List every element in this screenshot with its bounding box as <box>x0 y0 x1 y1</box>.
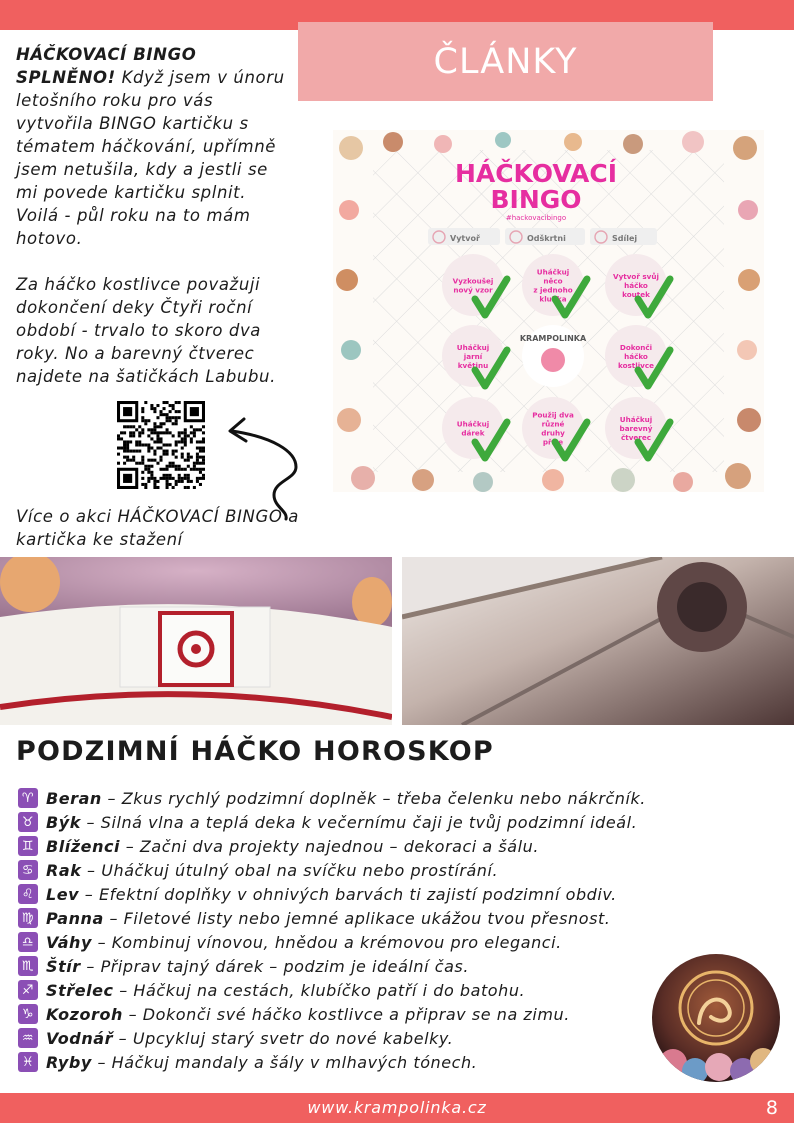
bingo-cell-text: dárek <box>461 428 485 438</box>
zodiac-sign-icon: ♈ <box>18 788 38 808</box>
page-number: 8 <box>765 1097 778 1119</box>
bingo-cell-text: příze <box>542 437 564 447</box>
horoscope-item <box>18 930 646 954</box>
footer-website-link[interactable]: www.krampolinka.cz <box>307 1098 487 1117</box>
intro-paragraph-1 <box>16 43 286 250</box>
horoscope-item <box>18 954 646 978</box>
bingo-cell-text: háčko <box>624 281 648 290</box>
bingo-card-image <box>333 130 764 492</box>
horoscope-item <box>18 810 646 834</box>
horoscope-sign-name: Lev <box>46 884 80 904</box>
horoscope-sign-name: Váhy <box>46 932 92 952</box>
bingo-cell-text: druhy <box>541 428 565 438</box>
horoscope-sign-name: Kozoroh <box>46 1004 123 1024</box>
zodiac-sign-icon: ♎ <box>18 932 38 952</box>
horoscope-item <box>18 834 646 858</box>
bingo-cell-text: koutek <box>622 290 650 299</box>
horoscope-sign-name: Ryby <box>46 1052 92 1072</box>
zodiac-sign-icon: ♌ <box>18 884 38 904</box>
horoscope-list <box>18 786 646 1074</box>
intro-p1-rest: Když jsem v únoru letošního roku pro vás vytvořila BINGO kartičku s tématem háčkování, upřímně jsem netušila, kdy a jestli se mi povede kartičku splnit. Voilá - půl roku na to mám hotovo. <box>16 68 285 248</box>
horoscope-sign-name: Štír <box>46 956 81 976</box>
bingo-more-link-text[interactable]: Více o akci HÁČKOVACÍ BINGO a kartička ke stažení <box>16 507 299 549</box>
horoscope-advice: – Uháčkuj útulný obal na svíčku nebo prostírání. <box>81 860 499 880</box>
bingo-step-check: Odškrtni <box>527 234 566 243</box>
horoscope-sign-name: Rak <box>46 860 82 880</box>
zodiac-sign-icon: ♏ <box>18 956 38 976</box>
horoscope-sign-name: Střelec <box>46 980 114 1000</box>
horoscope-item <box>18 906 646 930</box>
horoscope-item <box>18 786 646 810</box>
bingo-cell-text: nový vzor <box>453 285 493 295</box>
bingo-cell-text: klubka <box>539 294 567 304</box>
bingo-steps <box>428 228 657 245</box>
horoscope-sign-name: Blíženci <box>46 836 121 856</box>
zodiac-sign-icon: ♓ <box>18 1052 38 1072</box>
bingo-step-create: Vytvoř <box>450 234 480 243</box>
intro-bold-lead: HÁČKOVACÍ BINGO SPLNĚNO! <box>16 45 197 87</box>
bingo-cell-text: květinu <box>457 361 489 370</box>
bingo-cell-text: KRAMPOLINKA <box>519 334 587 343</box>
bingo-cell-text: kostlivce <box>618 361 654 370</box>
bingo-cell-text: z jednoho <box>533 285 573 295</box>
bingo-step-share: Sdílej <box>612 234 638 243</box>
horoscope-sign-name: Panna <box>46 908 104 928</box>
horoscope-item <box>18 1050 646 1074</box>
zodiac-sign-icon: ♍ <box>18 908 38 928</box>
horoscope-advice: – Háčkuj na cestách, klubíčko patří i do batohu. <box>113 980 526 1000</box>
horoscope-sign-name: Býk <box>46 812 81 832</box>
horoscope-advice: – Kombinuj vínovou, hnědou a krémovou pro eleganci. <box>91 932 562 952</box>
bingo-cell-text: Uháčkuj <box>456 419 490 429</box>
horoscope-advice: – Připrav tajný dárek – podzim je ideální čas. <box>80 956 469 976</box>
zodiac-sign-icon: ♊ <box>18 836 38 856</box>
labubu-crochet-photo <box>0 557 392 725</box>
horoscope-advice: – Dokonči své háčko kostlivce a připrav se na zimu. <box>122 1004 570 1024</box>
horoscope-sign-name: Beran <box>46 788 102 808</box>
horoscope-advice: – Háčkuj mandaly a šály v mlhavých tónech. <box>91 1052 478 1072</box>
bingo-cell-text: Dokonči <box>619 343 653 352</box>
bingo-hashtag: #hackovacibingo <box>505 214 567 222</box>
zodiac-sign-icon: ♉ <box>18 812 38 832</box>
horoscope-title: PODZIMNÍ HÁČKO HOROSKOP <box>16 736 494 767</box>
horoscope-item <box>18 978 646 1002</box>
section-title: ČLÁNKY <box>298 22 713 101</box>
intro-paragraph-2: Za háčko kostlivce považuji dokončení deky Čtyři roční období - trvalo to skoro dva roky. No a barevný čtverec najdete na šatičkách Labubu. <box>16 275 276 386</box>
blanket-photo <box>402 557 794 725</box>
horoscope-advice: – Upcykluj starý svetr do nové kabelky. <box>113 1028 454 1048</box>
zodiac-sign-icon: ♑ <box>18 1004 38 1024</box>
bingo-cell-text: Vyzkoušej <box>452 276 494 286</box>
bingo-cell-text: jarní <box>463 352 483 361</box>
zodiac-sign-icon: ♒ <box>18 1028 38 1048</box>
zodiac-sign-icon: ♐ <box>18 980 38 1000</box>
qr-code[interactable] <box>117 401 205 489</box>
horoscope-advice: – Silná vlna a teplá deka k večernímu čaji je tvůj podzimní ideál. <box>80 812 638 832</box>
bingo-cell-text: Uháčkuj <box>456 343 490 352</box>
zodiac-sign-icon: ♋ <box>18 860 38 880</box>
bingo-cell-text: barevný <box>619 424 653 433</box>
bingo-cell-text: čtverec <box>621 433 651 442</box>
bingo-cell-text: Uháčkuj <box>619 415 653 424</box>
horoscope-advice: – Začni dva projekty najednou – dekoraci a šálu. <box>120 836 539 856</box>
bingo-cell-text: Použij dva <box>532 410 574 420</box>
bingo-cell-text: Uháčkuj <box>536 267 570 277</box>
horoscope-item <box>18 1002 646 1026</box>
horoscope-advice: – Efektní doplňky v ohnivých barvách ti zajistí podzimní obdiv. <box>79 884 617 904</box>
footer-bar <box>0 1093 794 1123</box>
zodiac-capricorn-image <box>651 953 781 1083</box>
bingo-cell-text: háčko <box>624 352 648 361</box>
bingo-cell-text: Vytvoř svůj <box>613 272 659 281</box>
bingo-cell-text: něco <box>543 276 563 286</box>
horoscope-sign-name: Vodnář <box>46 1028 114 1048</box>
horoscope-item <box>18 882 646 906</box>
horoscope-advice: – Zkus rychlý podzimní doplněk – třeba čelenku nebo nákrčník. <box>101 788 646 808</box>
bingo-cell-text: různé <box>541 419 565 429</box>
horoscope-item <box>18 858 646 882</box>
horoscope-item <box>18 1026 646 1050</box>
bingo-title-line1: HÁČKOVACÍ <box>454 159 618 188</box>
intro-text <box>16 43 286 388</box>
horoscope-advice: – Filetové listy nebo jemné aplikace ukážou tvou přesnost. <box>103 908 611 928</box>
bingo-title-line2: BINGO <box>490 185 582 214</box>
